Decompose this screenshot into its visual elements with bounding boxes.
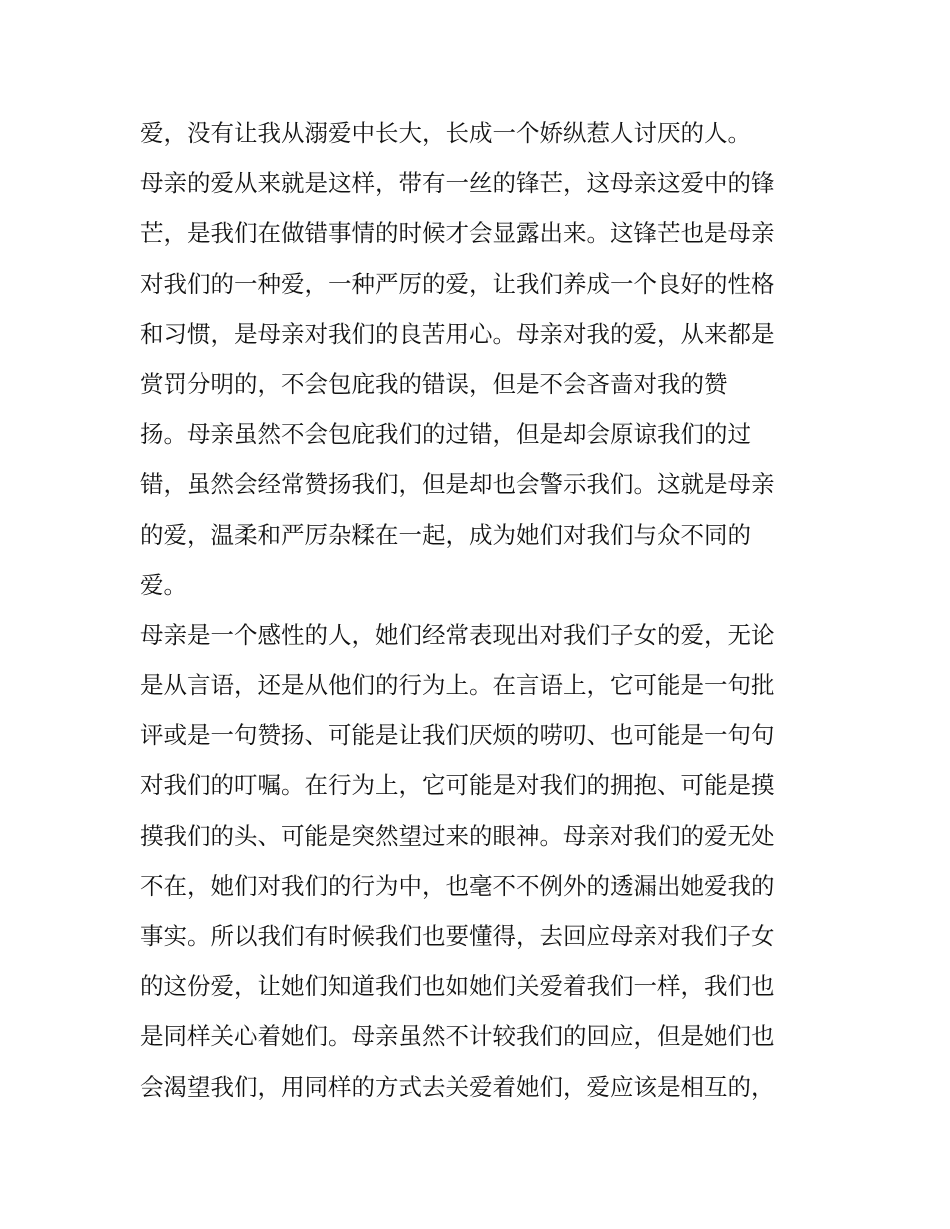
text-line: 爱，没有让我从溺爱中长大，长成一个娇纵惹人讨厌的人。 [140,119,751,147]
text-line: 不在，她们对我们的行为中，也毫不不例外的透漏出她爱我的 [140,871,775,900]
text-line: 和习惯，是母亲对我们的良苦用心。母亲对我的爱，从来都是 [140,319,775,348]
text-line: 事实。所以我们有时候我们也要懂得，去回应母亲对我们子女 [140,922,775,950]
text-line: 的这份爱，让她们知道我们也如她们关爱着我们一样，我们也 [140,972,775,1001]
text-line: 是同样关心着她们。母亲虽然不计较我们的回应，但是她们也 [140,1022,775,1051]
text-line: 母亲的爱从来就是这样，带有一丝的锋芒，这母亲这爱中的锋 [140,169,775,198]
text-line: 的爱，温柔和严厉杂糅在一起，成为她们对我们与众不同的 [140,520,751,549]
text-line: 摸我们的头、可能是突然望过来的眼神。母亲对我们的爱无处 [140,821,775,850]
text-line: 评或是一句赞扬、可能是让我们厌烦的唠叨、也可能是一句句 [140,721,775,750]
text-line: 芒，是我们在做错事情的时候才会显露出来。这锋芒也是母亲 [140,219,775,248]
text-line: 赏罚分明的，不会包庇我的错误，但是不会吝啬对我的赞 [140,369,728,398]
text-line: 扬。母亲虽然不会包庇我们的过错，但是却会原谅我们的过 [140,420,751,449]
text-line: 错，虽然会经常赞扬我们，但是却也会警示我们。这就是母亲 [140,470,775,499]
body-text [140,108,820,1112]
text-line: 母亲是一个感性的人，她们经常表现出对我们子女的爱，无论 [140,620,775,649]
text-line: 会渴望我们，用同样的方式去关爱着她们，爱应该是相互的， [140,1072,775,1101]
text-line: 对我们的一种爱，一种严厉的爱，让我们养成一个良好的性格 [140,269,775,298]
text-line: 爱。 [140,570,187,599]
text-line: 对我们的叮嘱。在行为上，它可能是对我们的拥抱、可能是摸 [140,771,775,800]
text-line: 是从言语，还是从他们的行为上。在言语上，它可能是一句批 [140,671,775,700]
